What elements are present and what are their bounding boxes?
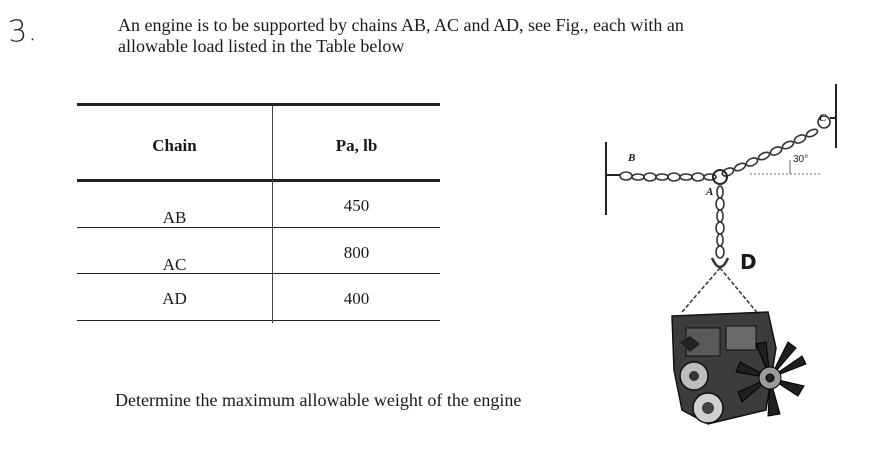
table-header-rule	[77, 179, 440, 182]
chain-ac	[721, 116, 830, 178]
chain-ad	[712, 186, 728, 267]
chain-ab	[620, 172, 716, 181]
table-cell-load: 450	[343, 196, 370, 215]
angle-label: 30°	[793, 154, 809, 165]
problem-statement	[118, 15, 778, 57]
label-b: B	[628, 152, 636, 164]
ring-a	[713, 170, 727, 184]
engine	[672, 312, 776, 424]
label-a: A	[706, 186, 714, 198]
table-cell-load: 800	[343, 243, 370, 262]
statement-line-2: allowable load listed in the Table below	[118, 36, 405, 56]
problem-number: 3.	[6, 13, 38, 50]
question-text: Determine the maximum allowable weight of the engine	[115, 390, 522, 410]
table-top-rule	[77, 103, 440, 106]
table-cell-chain: AC	[162, 255, 187, 274]
table-bottom-rule	[77, 320, 440, 321]
table-cell-chain: AB	[162, 208, 187, 227]
label-c: C	[819, 112, 827, 124]
sling-chains	[682, 268, 760, 316]
table-header-load: Pa, lb	[335, 136, 378, 155]
engine-chain-figure	[590, 80, 860, 460]
figure-drawing	[590, 80, 860, 460]
allowable-load-table	[77, 103, 440, 321]
table-header-chain: Chain	[152, 136, 197, 155]
table-cell-chain: AD	[162, 289, 187, 308]
statement-line-1: An engine is to be supported by chains AB, AC and AD, see Fig., each with an	[118, 15, 684, 35]
handwritten-label-d: D	[740, 250, 757, 274]
table-cell-load: 400	[343, 289, 370, 308]
